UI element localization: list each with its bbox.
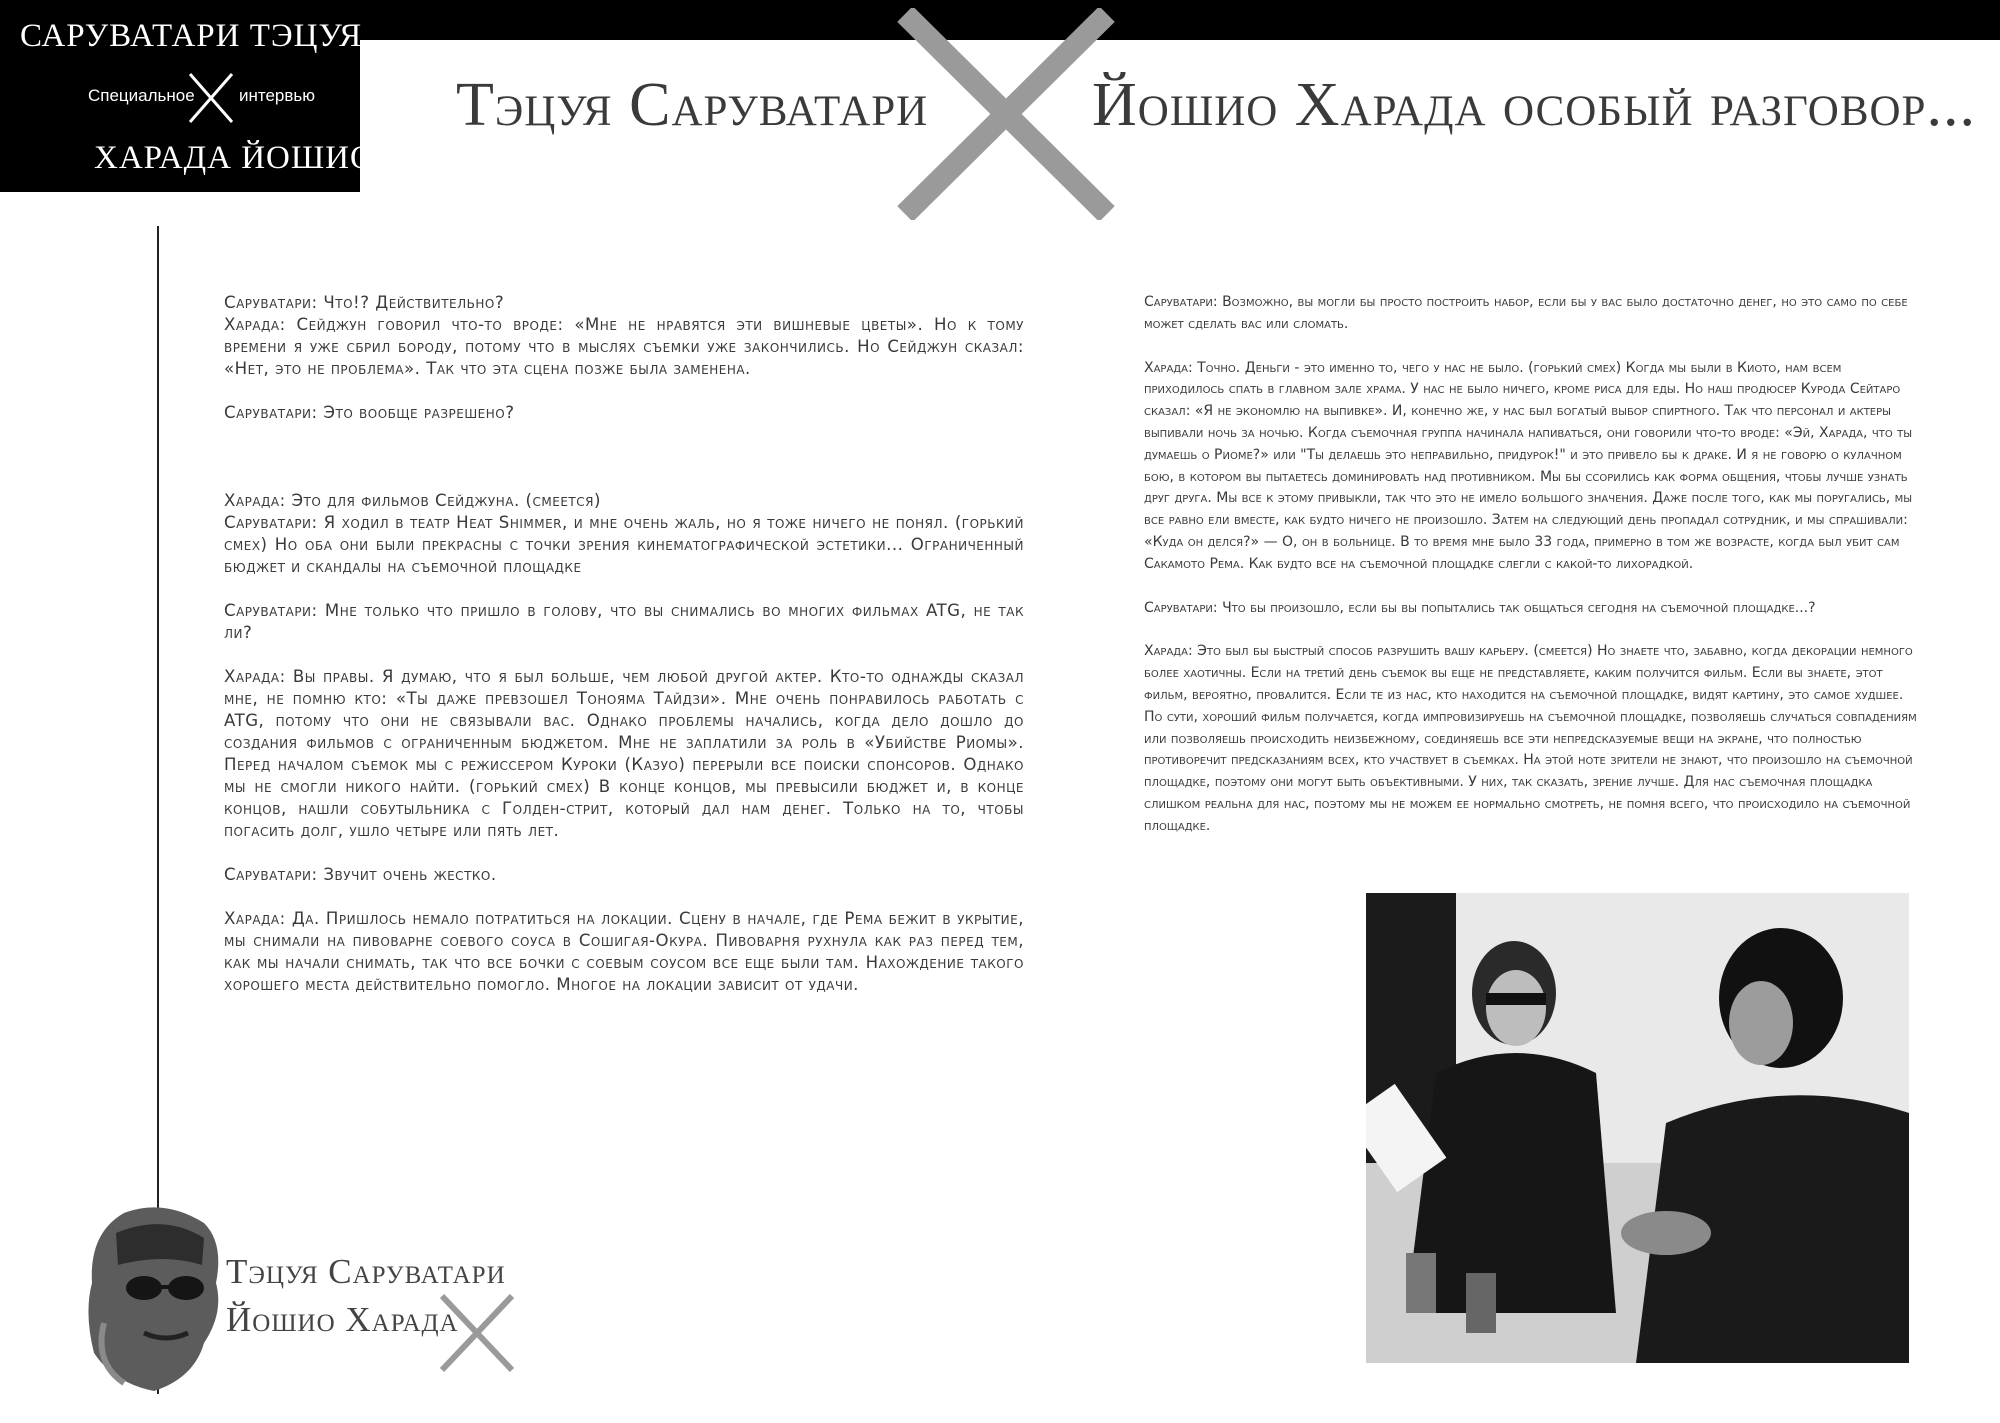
paragraph: Саруватари: Мне только что пришло в голову, что вы снимались во многих фильмах ATG, не так ли? (224, 601, 1024, 642)
badge-interview-label: интервью (239, 86, 316, 105)
paragraph: Саруватари: Звучит очень жестко. (224, 865, 497, 884)
headline-left: Тэцуя Саруватари (456, 71, 929, 139)
paragraph: Саруватари: Возможно, вы могли бы просто построить набор, если бы у вас было достаточно денег, но это само по себе может сделать вас или сломать. (1144, 294, 1908, 332)
badge-name-bottom: ХАРАДА ЙОШИО (94, 140, 375, 176)
paragraph: Харада: Сейджун говорил что-то вроде: «Мне не нравятся эти вишневые цветы». Но к тому времени я уже сбрил бороду, потому что в мыслях съемки уже закончились. Но Сейджун сказал: «Нет, это не проблема». Так что эта сцена позже была заменена. (224, 315, 1024, 378)
right-text-column (1144, 292, 1924, 838)
footer-name-2: Йошио Харада (226, 1300, 459, 1339)
title-badge (0, 0, 375, 192)
footer-cross-icon (438, 1292, 516, 1374)
interview-photo (1366, 893, 1909, 1363)
paragraph: Саруватари: Это вообще разрешено? (224, 403, 515, 422)
paragraph: Харада: Это для фильмов Сейджуна. (смеется) (224, 491, 601, 510)
headline-right: Йошио Харада особый разговор... (1092, 71, 1976, 139)
portrait-illustration (84, 1203, 234, 1393)
paragraph: Харада: Да. Пришлось немало потратиться на локации. Сцену в начале, где Рема бежит в укрытие, мы снимали на пивоварне соевого соуса в Сошигая-Окура. Пивоварня рухнула как раз перед тем, как мы начали снимать, так что все бочки с соевым соусом все еще были там. Нахождение такого хорошего места действительно помогло. Многое на локации зависит от удачи. (224, 909, 1024, 994)
paragraph: Саруватари: Я ходил в театр Heat Shimmer, и мне очень жаль, но я тоже ничего не понял. (горький смех) Но оба они были прекрасны с точки зрения кинематографической эстетики... Ограниченный бюджет и скандалы на съемочной площадке (224, 513, 1024, 576)
paragraph: Харада: Это был бы быстрый способ разрушить вашу карьеру. (смеется) Но знаете что, забавно, когда декорации немного более хаотичны. Если на третий день съемок вы еще не представляете, каким получится фильм. Если вы знаете, этот фильм, вероятно, провалится. Если те из нас, кто находится на съемочной площадке, видят картину, это самое худшее. По сути, хороший фильм получается, когда импровизируешь на съемочной площадке, позволяешь случаться совпадениям или позволяешь происходить неизбежному, соединяешь все эти непредсказуемые вещи на экране, что полностью противоречит предсказаниям всех, кто участвует в съемках. На этой ноте зрители не знают, что произошло на съемочной площадке, поэтому они могут быть объективными. У них, так сказать, зрение лучше. Для нас съемочная площадка слишком реальна для нас, поэтому мы не можем ее нормально смотреть, не помня всего, что происходило на съемочной площадке. (1144, 643, 1917, 834)
paragraph: Саруватари: Что бы произошло, если бы вы попытались так общаться сегодня на съемочной площадке...? (1144, 599, 1816, 616)
badge-cross-icon (186, 70, 236, 126)
paragraph: Саруватари: Что!? Действительно? (224, 293, 505, 312)
badge-special-label: Специальное (88, 86, 195, 105)
paragraph: Харада: Точно. Деньги - это именно то, чего у нас не было. (горький смех) Когда мы были в Киото, нам всем приходилось спать в главном зале храма. У нас не было ничего, кроме риса для еды. Но наш продюсер Курода Сейтаро сказал: «Я не экономлю на выпивке». И, конечно же, у нас был богатый выбор спиртного. Так что персонал и актеры выпивали ночь за ночью. Когда съемочная группа начинала напиваться, они говорили что-то вроде: «Эй, Харада, что ты думаешь о Риоме?» или "Ты делаешь это неправильно, придурок!" и это привело бы к драке. И я не говорю о кулачном бою, в котором вы пытаетесь доминировать над противником. Мы бы ссорились как форма общения, чтобы лучше узнать друг друга. Мы все к этому привыкли, так что это не имело большого значения. Даже после того, как мы поругались, мы все равно ели вместе, как будто ничего не произошло. Затем на следующий день пропадал сотрудник, и мы спрашивали: «Куда он делся?» — О, он в больнице. В то время мне было 33 года, примерно в том же возрасте, когда был убит сам Сакамото Рема. Как будто все на съемочной площадке слегли с какой-то лихорадкой. (1144, 359, 1913, 572)
headline-cross-icon (895, 8, 1117, 220)
left-text-column (224, 292, 1024, 996)
footer-name-1: Тэцуя Саруватари (226, 1252, 506, 1291)
badge-name-top: САРУВАТАРИ ТЭЦУЯ (20, 18, 363, 54)
paragraph: Харада: Вы правы. Я думаю, что я был больше, чем любой другой актер. Кто-то однажды сказал мне, не помню кто: «Ты даже превзошел Тонояма Тайдзи». Мне очень понравилось работать с ATG, потому что они не связывали вас. Однако проблемы начались, когда дело дошло до создания фильмов с ограниченным бюджетом. Мне не заплатили за роль в «Убийстве Риомы». Перед началом съемок мы с режиссером Куроки (Казуо) перерыли все поиски спонсоров. Однако мы не смогли никого найти. (горький смех) В конце концов, мы превысили бюджет и, в конце концов, нашли собутыльника с Голден-стрит, который дал нам денег. Только на то, чтобы погасить долг, ушло четыре или пять лет. (224, 667, 1024, 840)
